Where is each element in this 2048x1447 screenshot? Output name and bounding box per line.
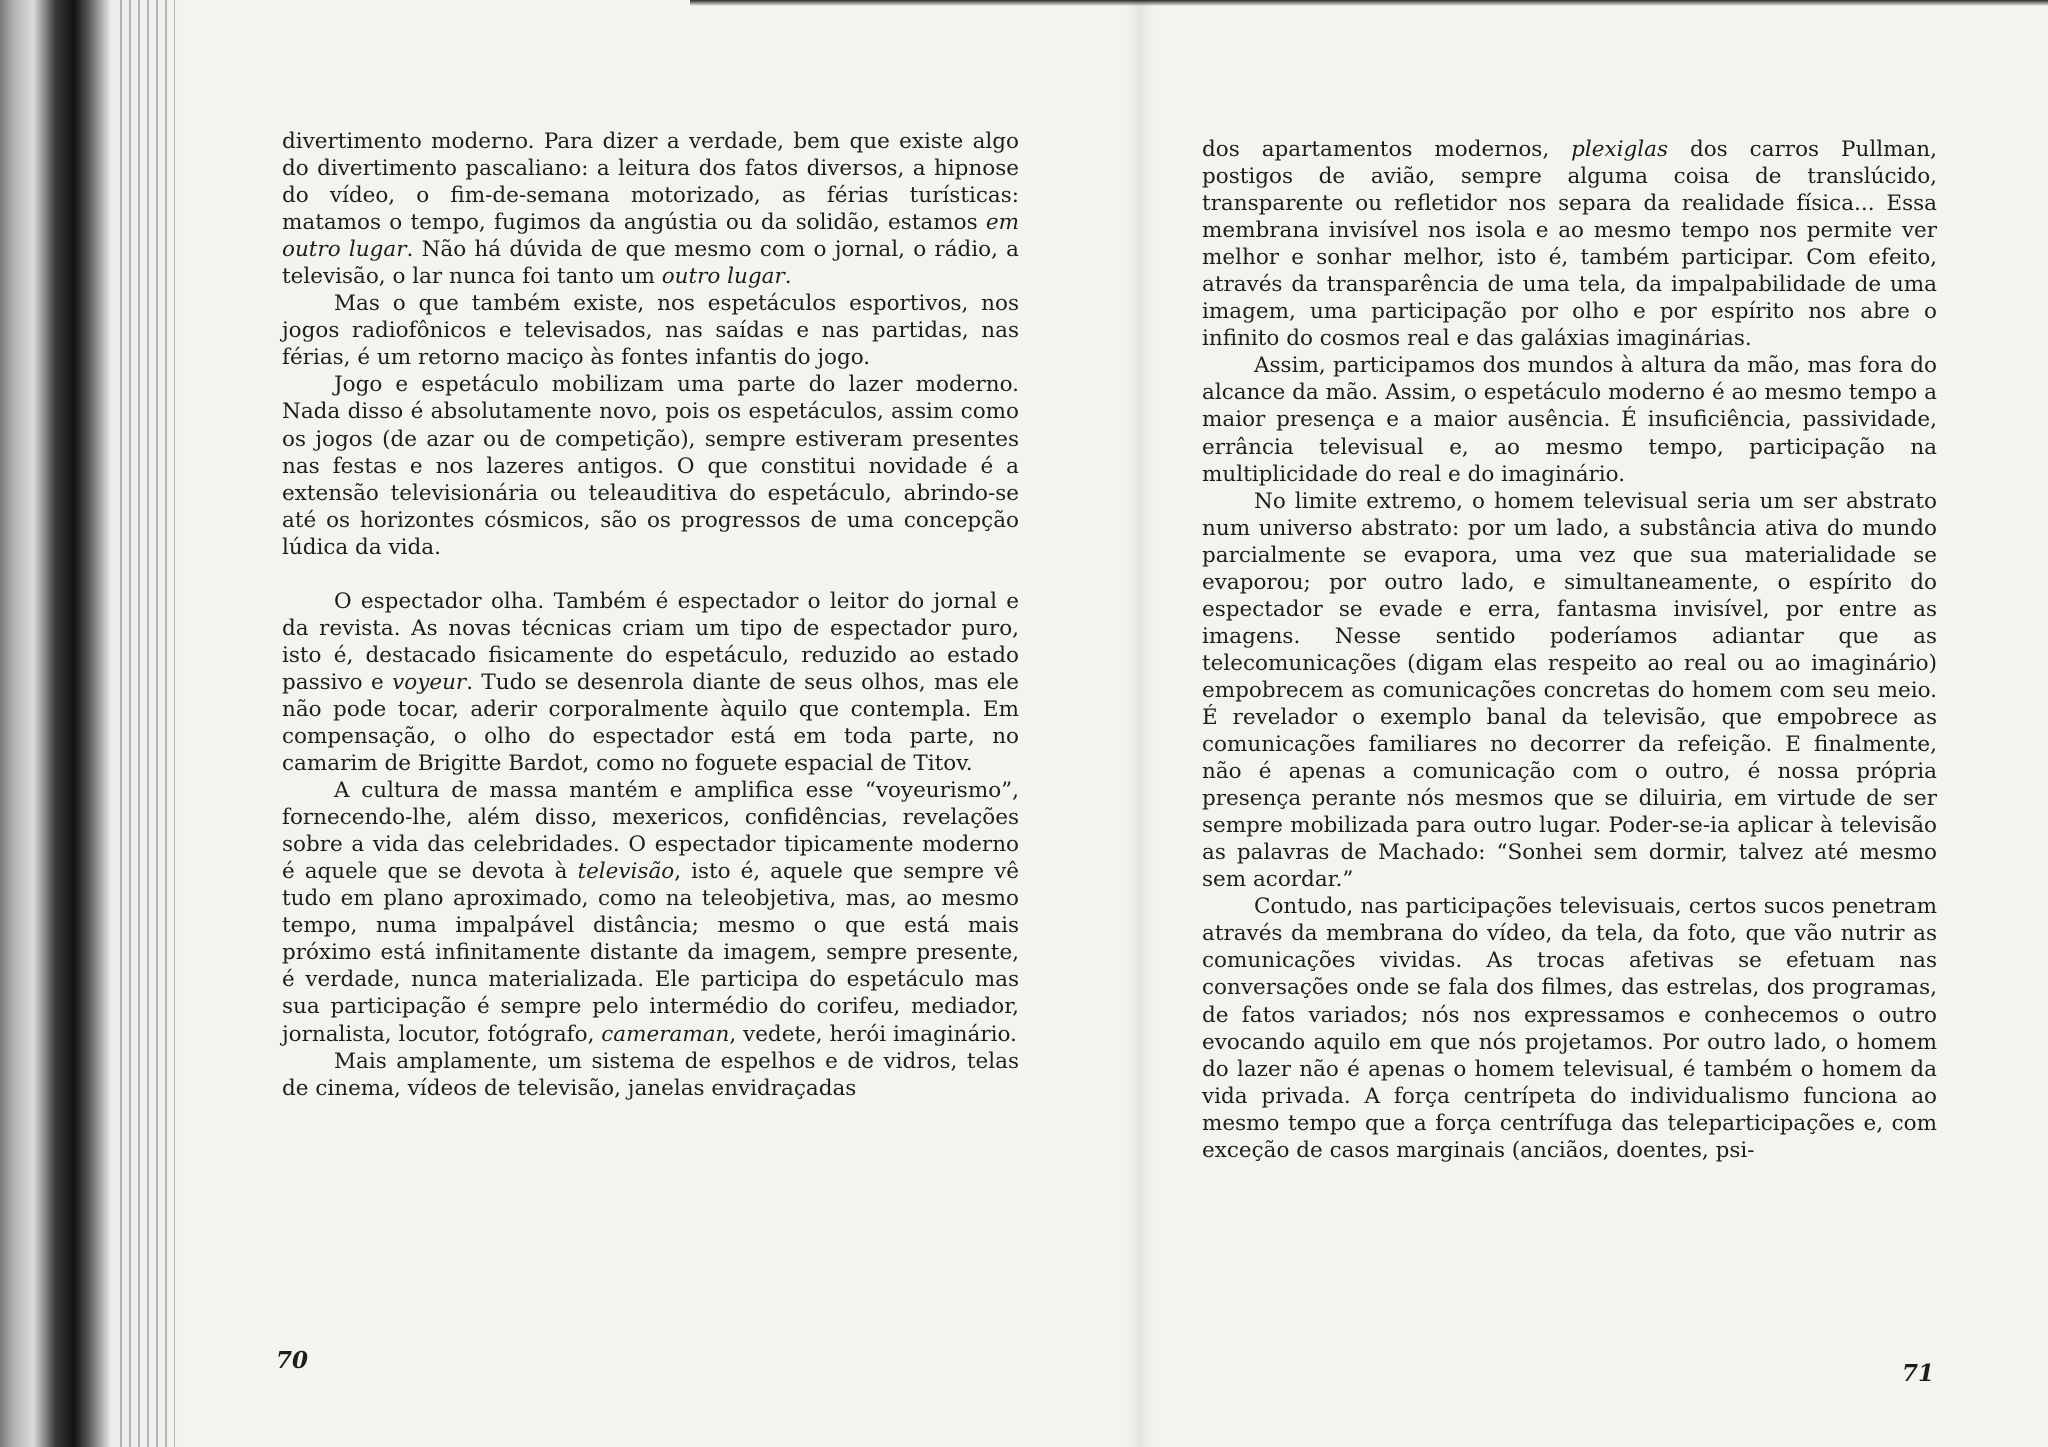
text-run: Jogo e espetáculo mobilizam uma parte do lazer moderno. Nada disso é absolutamente novo, pois os espetáculos, assim como os jogos (de azar ou de competição), sempre estiveram presentes nas festas e nos lazeres antigos. O que constitui novidade é a extensão televisionária ou teleauditiva do espetáculo, abrindo-se até os horizontes cósmicos, são os progressos de uma concepção lúdica da vida. <box>282 372 1019 560</box>
italic-text: em outro lugar <box>282 210 1019 263</box>
right-page-text <box>1202 136 1937 1164</box>
left-page-number: 70 <box>276 1347 309 1374</box>
paragraph <box>282 1048 1019 1102</box>
paragraph <box>282 588 1019 777</box>
text-run: divertimento moderno. Para dizer a verdade, bem que existe algo do divertimento pascaliano: a leitura dos fatos diversos, a hipnose do vídeo, o fim-de-semana motorizado, as férias turísticas: matamos o tempo, fugimos da angústia ou da solidão, estamos <box>282 129 1019 236</box>
text-run: Assim, participamos dos mundos à altura da mão, mas fora do alcance da mão. Assim, o espetáculo moderno é ao mesmo tempo a maior presença e a maior ausência. É insuficiência, passividade, errância televisual e, ao mesmo tempo, participação na multiplicidade do real e do imaginário. <box>1202 353 1937 487</box>
paragraph <box>282 371 1019 560</box>
page-edges <box>120 0 175 1447</box>
text-run: Mas o que também existe, nos espetáculos esportivos, nos jogos radiofônicos e televisados, nas saídas e nas partidas, nas férias, é um retorno maciço às fontes infantis do jogo. <box>282 291 1019 371</box>
top-page-edge <box>690 0 2048 6</box>
text-run: No limite extremo, o homem televisual seria um ser abstrato num universo abstrato: por um lado, a substância ativa do mundo parcialmente se evapora, uma vez que sua materialidade se evaporou; por outro lado, e simultaneamente, o espírito do espectador se evade e erra, fantasma invisível, por entre as imagens. Nesse sentido poderíamos adiantar que as telecomunicações (digam elas respeito ao real ou ao imaginário) empobrecem as comunicações concretas do homem com seu meio. É revelador o exemplo banal da televisão, que empobrece as comunicações familiares no decorrer da refeição. E finalmente, não é apenas a comunicação com o outro, é nossa própria presença perante nós mesmos que se diluiria, em virtude de ser sempre mobilizada para outro lugar. Poder-se-ia aplicar à televisão as palavras de Machado: “Sonhei sem dormir, talvez até mesmo sem acordar.” <box>1202 488 1937 893</box>
text-run: Contudo, nas participações televisuais, certos sucos penetram através da membrana do vídeo, da tela, da foto, que vão nutrir as comunicações vividas. As trocas afetivas se efetuam nas conversações onde se fala dos filmes, das estrelas, dos programas, de fatos variados; nós nos expressamos e conhecemos o outro evocando aquilo em que nós projetamos. Por outro lado, o homem do lazer não é apenas o homem televisual, é também o homem da vida privada. A força centrípeta do individualismo funciona ao mesmo tempo que a força centrífuga das teleparticipações e, com exceção de casos marginais (anciãos, doentes, psi- <box>1202 894 1937 1163</box>
center-gutter <box>1125 0 1155 1447</box>
italic-text: plexiglas <box>1571 137 1668 162</box>
italic-text: voyeur <box>392 669 467 695</box>
paragraph <box>282 777 1019 1047</box>
text-run: O espectador olha. Também é espectador o leitor do jornal e da revista. As novas técnicas criam um tipo de espectador puro, isto é, destacado fisicamente do espetáculo, reduzido ao estado passivo e <box>282 588 1019 695</box>
text-run: dos carros Pullman, postigos de avião, sempre alguma coisa de translúcido, transparente ou refletidor nos separa da realidade física... Essa membrana invisível nos isola e ao mesmo tempo nos permite ver melhor e sonhar melhor, isto é, também participar. Com efeito, através da transparência de uma tela, da impalpabilidade de uma imagem, uma participação por olho e por espírito nos abre o infinito do cosmos real e das galáxias imaginárias. <box>1202 137 1937 352</box>
paragraph <box>1202 136 1937 352</box>
text-run: . Tudo se desenrola diante de seus olhos, mas ele não pode tocar, aderir corporalmente àquilo que contempla. Em compensação, o olho do espectador está em toda parte, no camarim de Brigitte Bardot, como no foguete espacial de Titov. <box>282 669 1019 777</box>
paragraph <box>282 290 1019 371</box>
left-page-text <box>282 128 1019 1102</box>
text-run: dos apartamentos modernos, <box>1202 137 1572 162</box>
paragraph <box>1202 893 1937 1163</box>
italic-text: televisão <box>577 859 675 885</box>
italic-text: outro lugar <box>661 264 785 290</box>
paragraph <box>1202 488 1937 894</box>
paragraph <box>282 128 1019 290</box>
text-run: . <box>784 264 792 290</box>
text-run: , vedete, herói imaginário. <box>729 1021 1017 1047</box>
paragraph <box>1202 352 1937 487</box>
text-run: Mais amplamente, um sistema de espelhos e de vidros, telas de cinema, vídeos de televisão, janelas envidraçadas <box>282 1048 1019 1101</box>
text-run: , isto é, aquele que sempre vê tudo em plano aproximado, como na teleobjetiva, mas, ao mesmo tempo, numa impalpável distância; mesmo o que está mais próximo está infinitamente distante da imagem, sempre presente, é verdade, nunca materializada. Ele participa do espetáculo mas sua participação é sempre pelo intermédio do corifeu, mediador, jornalista, locutor, fotógrafo, <box>282 859 1019 1047</box>
text-run: . Não há dúvida de que mesmo com o jornal, o rádio, a televisão, o lar nunca foi tanto um <box>282 237 1019 290</box>
text-run: A cultura de massa mantém e amplifica esse “voyeurismo”, fornecendo-lhe, além disso, mexericos, confidências, revelações sobre a vida das celebridades. O espectador tipicamente moderno é aquele que se devota à <box>282 778 1019 885</box>
right-page-number: 71 <box>1902 1360 1935 1387</box>
italic-text: cameraman <box>601 1021 730 1047</box>
